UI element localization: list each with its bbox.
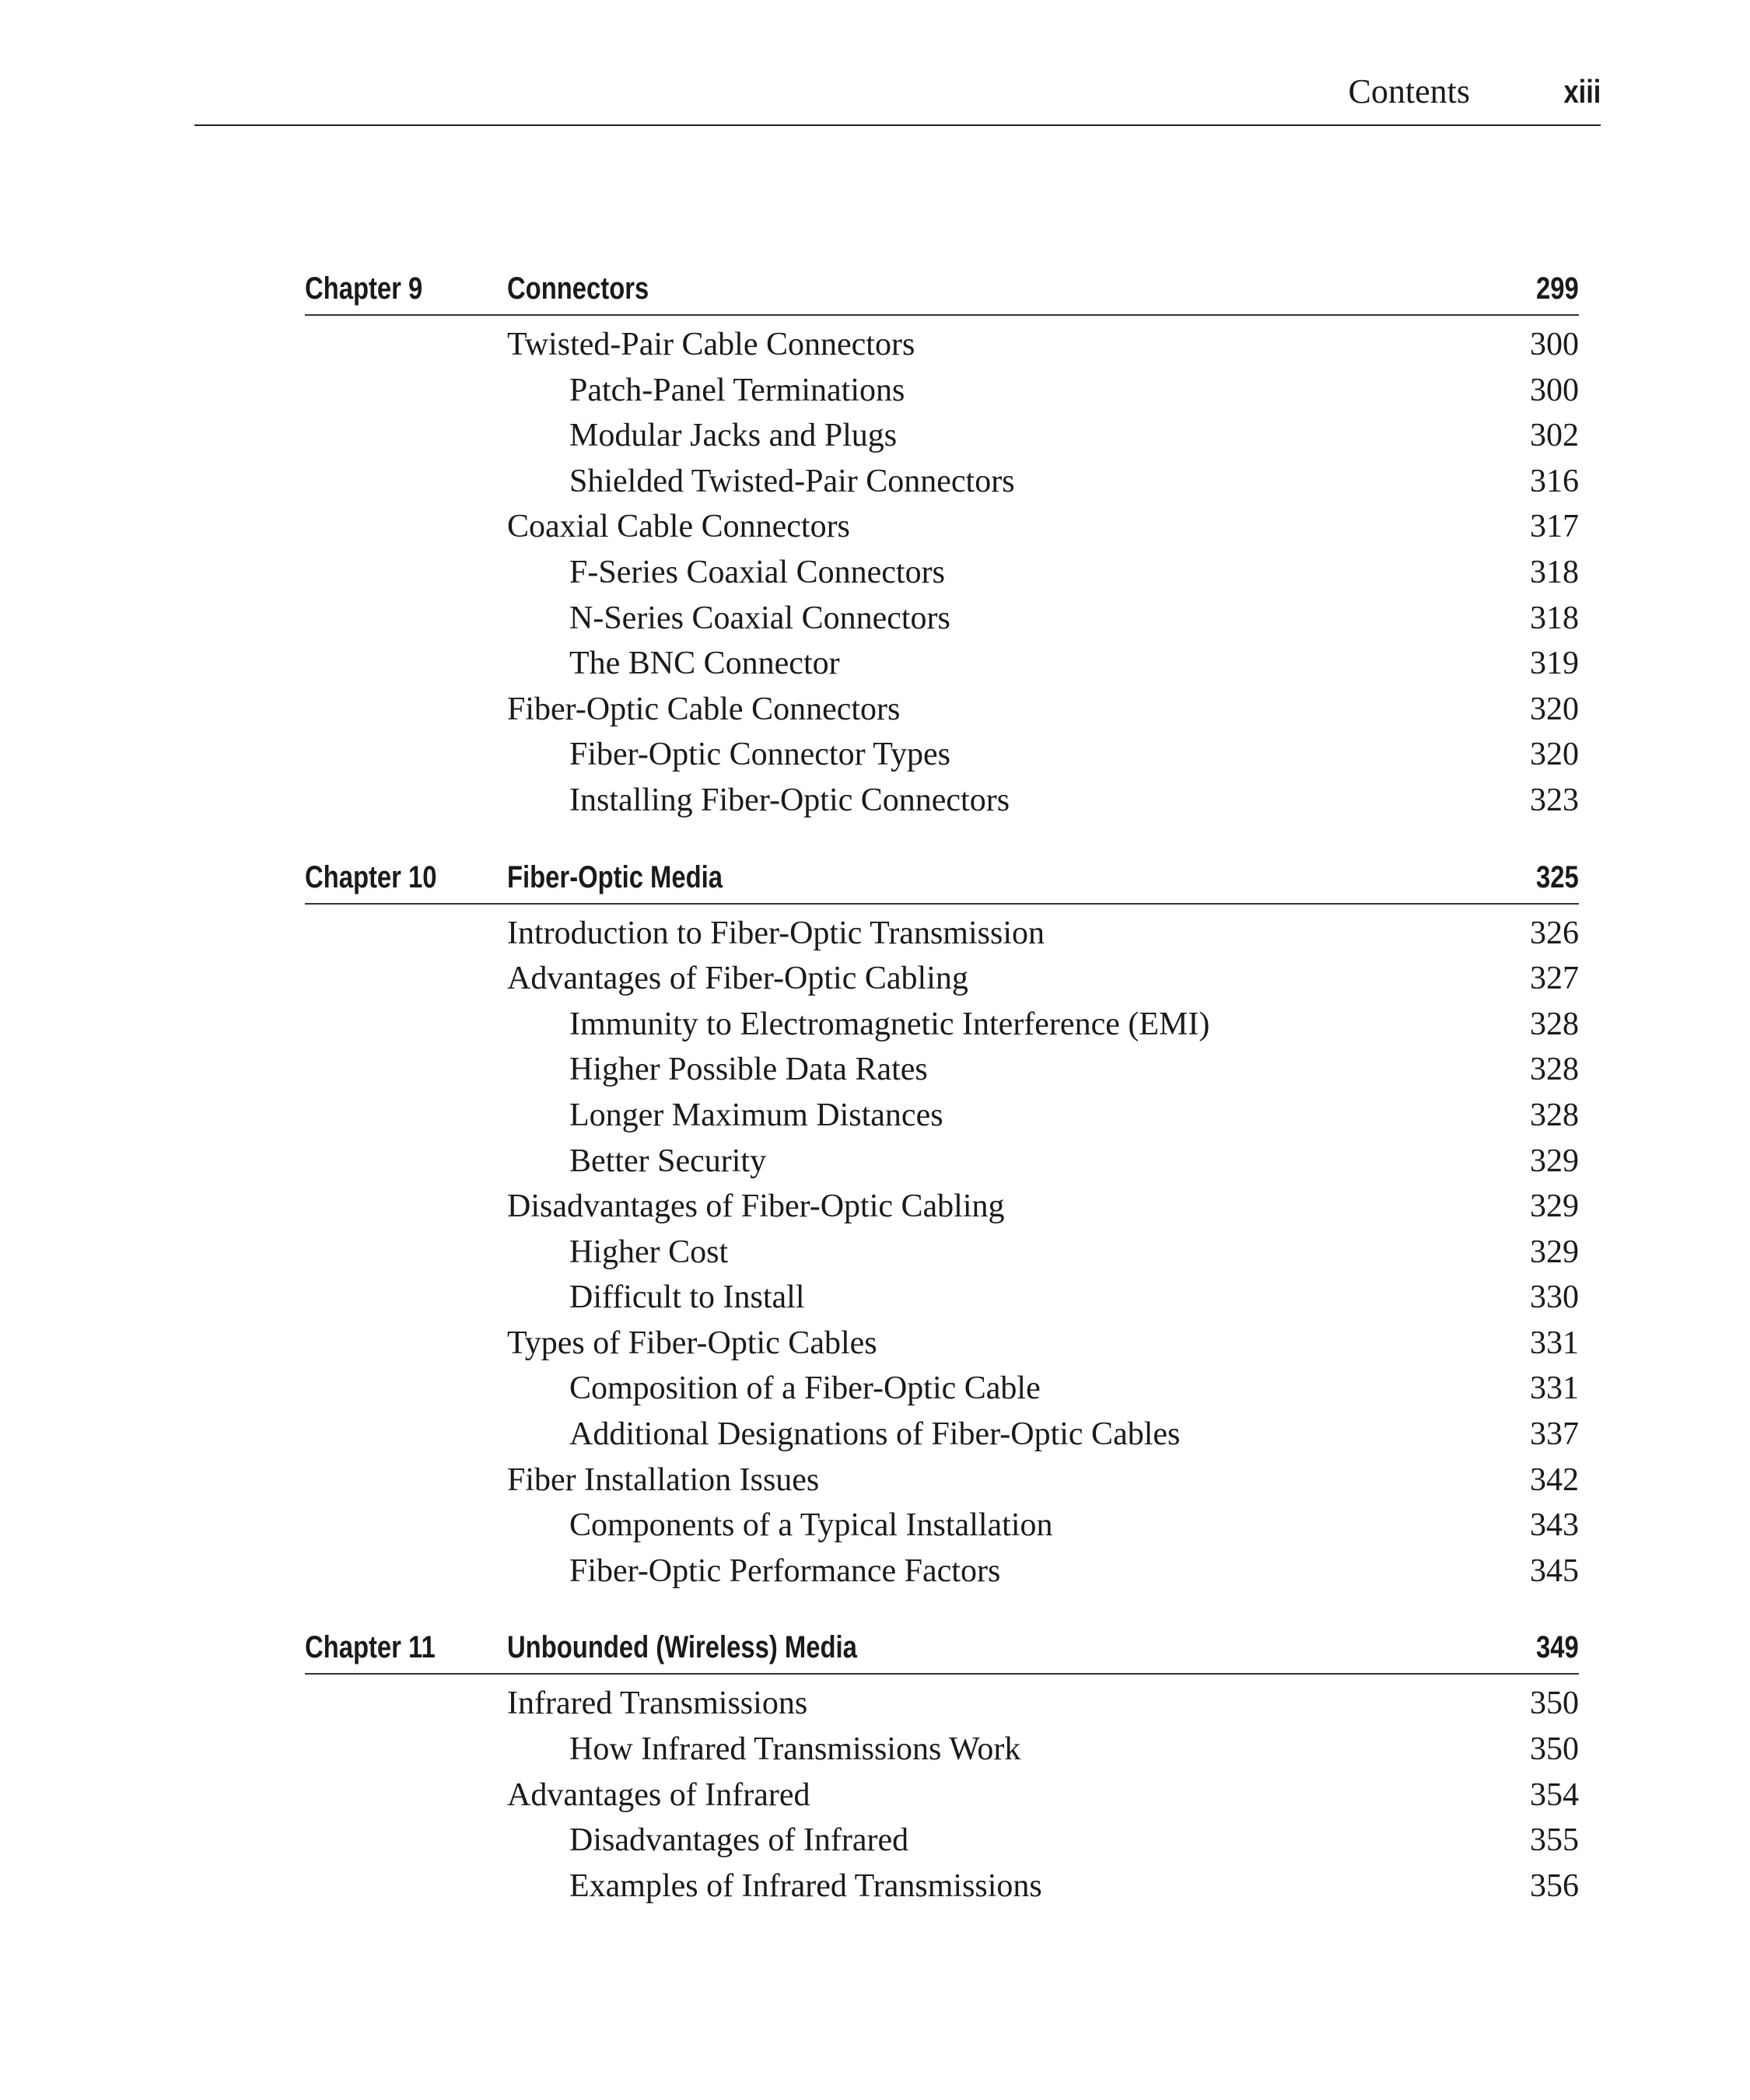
entry-title: Types of Fiber-Optic Cables [507, 1325, 877, 1361]
entry-title: Fiber-Optic Cable Connectors [507, 691, 901, 727]
toc-subsection [305, 1503, 1579, 1549]
entry-page-number: 320 [1530, 737, 1579, 773]
entry-title: How Infrared Transmissions Work [569, 1731, 1021, 1768]
chapter-label: Chapter 10 [305, 859, 437, 894]
toc-section [305, 956, 1579, 1002]
chapter-page-number: 299 [1536, 271, 1579, 306]
toc-subsection [305, 413, 1579, 459]
toc-section [305, 1184, 1579, 1230]
toc-subsection [305, 1818, 1579, 1864]
toc-subsection [305, 732, 1579, 778]
entry-page-number: 327 [1530, 961, 1579, 997]
chapter-entries [305, 316, 1579, 824]
table-of-contents [305, 264, 1579, 1909]
entry-title: Introduction to Fiber-Optic Transmission [507, 915, 1045, 951]
chapter-label: Chapter 9 [305, 271, 423, 306]
entry-page-number: 300 [1530, 327, 1579, 362]
entry-page-number: 350 [1530, 1731, 1579, 1768]
entry-title: Advantages of Fiber-Optic Cabling [507, 961, 968, 997]
toc-subsection [305, 550, 1579, 596]
entry-page-number: 356 [1530, 1867, 1579, 1904]
chapter-title: Unbounded (Wireless) Media [507, 1630, 857, 1665]
toc-section [305, 1321, 1579, 1367]
entry-title: Examples of Infrared Transmissions [569, 1867, 1042, 1904]
toc-subsection [305, 1727, 1579, 1773]
entry-title: Higher Cost [569, 1234, 729, 1270]
entry-page-number: 318 [1530, 600, 1579, 636]
chapter-title: Fiber-Optic Media [507, 859, 723, 894]
toc-subsection [305, 1864, 1579, 1909]
entry-page-number: 329 [1530, 1234, 1579, 1270]
toc-subsection [305, 368, 1579, 414]
toc-section [305, 911, 1579, 957]
chapter-heading [305, 1623, 1579, 1675]
toc-section [305, 1773, 1579, 1818]
toc-section [305, 322, 1579, 368]
entry-page-number: 302 [1530, 418, 1579, 454]
entry-title: The BNC Connector [569, 646, 840, 682]
entry-title: Modular Jacks and Plugs [569, 418, 898, 454]
toc-subsection [305, 1549, 1579, 1594]
entry-page-number: 328 [1530, 1097, 1579, 1133]
entry-page-number: 317 [1530, 509, 1579, 545]
entry-page-number: 350 [1530, 1685, 1579, 1722]
entry-title: Infrared Transmissions [507, 1685, 808, 1722]
toc-subsection [305, 1047, 1579, 1093]
entry-title: Fiber Installation Issues [507, 1461, 820, 1498]
toc-chapter [305, 264, 1579, 824]
entry-title: Twisted-Pair Cable Connectors [507, 327, 915, 362]
entry-title: Coaxial Cable Connectors [507, 509, 850, 545]
running-head [194, 68, 1601, 126]
toc-section [305, 687, 1579, 733]
toc-subsection [305, 1412, 1579, 1458]
entry-title: Disadvantages of Fiber-Optic Cabling [507, 1188, 1005, 1225]
entry-page-number: 354 [1530, 1776, 1579, 1813]
entry-page-number: 318 [1530, 554, 1579, 590]
entry-title: Advantages of Infrared [507, 1776, 810, 1813]
entry-title: Fiber-Optic Performance Factors [569, 1552, 1001, 1589]
chapter-heading [305, 264, 1579, 316]
entry-title: Additional Designations of Fiber-Optic Cables [569, 1416, 1181, 1453]
chapter-heading [305, 853, 1579, 905]
entry-page-number: 343 [1530, 1507, 1579, 1544]
entry-title: Components of a Typical Installation [569, 1507, 1053, 1544]
entry-page-number: 300 [1530, 372, 1579, 408]
entry-page-number: 331 [1530, 1370, 1579, 1407]
entry-title: Higher Possible Data Rates [569, 1052, 928, 1088]
entry-page-number: 328 [1530, 1006, 1579, 1042]
entry-title: Shielded Twisted-Pair Connectors [569, 463, 1015, 499]
toc-section [305, 1681, 1579, 1727]
entry-page-number: 355 [1530, 1822, 1579, 1859]
entry-title: Difficult to Install [569, 1279, 805, 1316]
entry-title: Longer Maximum Distances [569, 1097, 943, 1133]
entry-page-number: 328 [1530, 1052, 1579, 1088]
page-number: xiii [1563, 73, 1601, 110]
chapter-page-number: 349 [1536, 1630, 1579, 1665]
toc-subsection [305, 1275, 1579, 1321]
toc-section [305, 1458, 1579, 1503]
chapter-entries [305, 1675, 1579, 1909]
entry-title: Installing Fiber-Optic Connectors [569, 782, 1010, 818]
entry-title: Fiber-Optic Connector Types [569, 737, 951, 773]
entry-page-number: 329 [1530, 1188, 1579, 1225]
toc-subsection [305, 778, 1579, 824]
entry-page-number: 345 [1530, 1552, 1579, 1589]
running-head-title: Contents [1348, 72, 1470, 110]
entry-page-number: 331 [1530, 1325, 1579, 1361]
toc-subsection [305, 1093, 1579, 1139]
chapter-page-number: 325 [1536, 859, 1579, 894]
entry-page-number: 320 [1530, 691, 1579, 727]
toc-subsection [305, 596, 1579, 642]
chapter-title: Connectors [507, 271, 649, 306]
entry-page-number: 329 [1530, 1143, 1579, 1179]
entry-page-number: 337 [1530, 1416, 1579, 1453]
entry-title: F-Series Coaxial Connectors [569, 554, 945, 590]
toc-subsection [305, 1366, 1579, 1412]
entry-title: Better Security [569, 1143, 767, 1179]
entry-title: Immunity to Electromagnetic Interference (EMI) [569, 1006, 1210, 1042]
toc-chapter [305, 853, 1579, 1594]
entry-title: Composition of a Fiber-Optic Cable [569, 1370, 1041, 1407]
toc-subsection [305, 459, 1579, 505]
chapter-label: Chapter 11 [305, 1630, 436, 1665]
entry-title: N-Series Coaxial Connectors [569, 600, 950, 636]
toc-section [305, 504, 1579, 550]
toc-subsection [305, 641, 1579, 687]
entry-page-number: 342 [1530, 1461, 1579, 1498]
entry-page-number: 323 [1530, 782, 1579, 818]
entry-page-number: 316 [1530, 463, 1579, 499]
entry-page-number: 326 [1530, 915, 1579, 951]
toc-subsection [305, 1139, 1579, 1185]
entry-title: Patch-Panel Terminations [569, 372, 905, 408]
entry-page-number: 330 [1530, 1279, 1579, 1316]
chapter-entries [305, 905, 1579, 1594]
toc-subsection [305, 1002, 1579, 1048]
entry-page-number: 319 [1530, 646, 1579, 682]
toc-chapter [305, 1623, 1579, 1909]
entry-title: Disadvantages of Infrared [569, 1822, 909, 1859]
toc-subsection [305, 1230, 1579, 1276]
